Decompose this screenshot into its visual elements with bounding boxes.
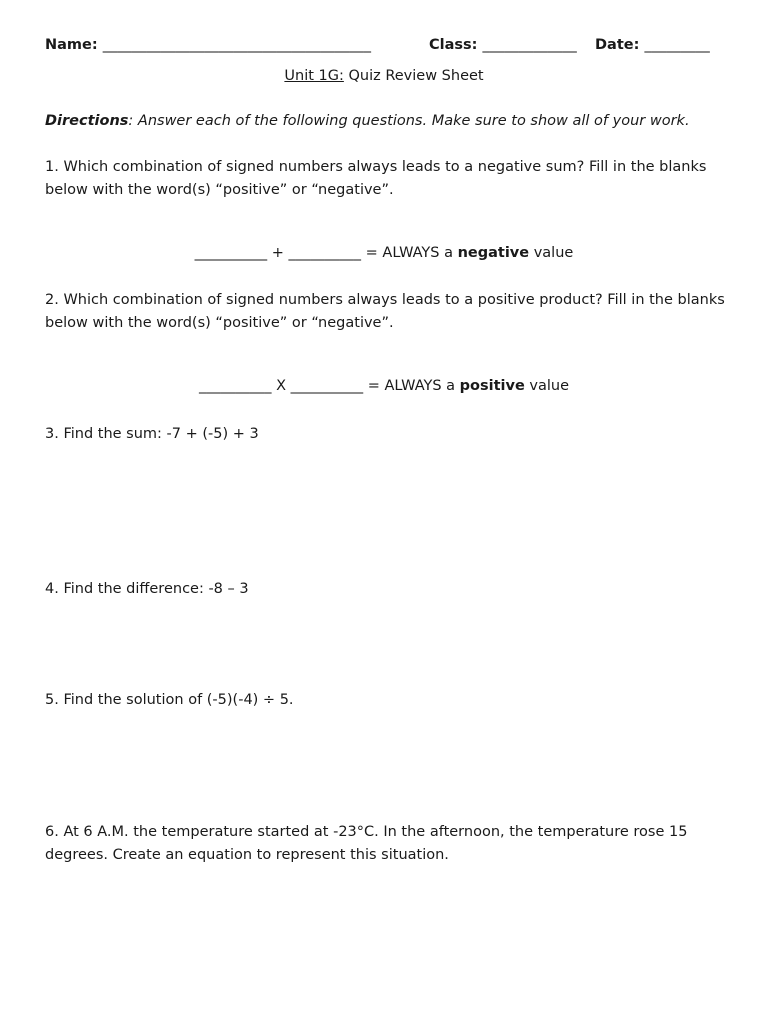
equation-1 [0,245,768,261]
class-blank[interactable]: _____________ [482,37,577,53]
equation-2 [0,378,768,394]
question-5: 5. Find the solution of (-5)(-4) ÷ 5. [45,692,294,708]
name-label: Name: [45,37,98,53]
date-field[interactable] [595,37,710,53]
directions [45,113,690,129]
directions-text: : Answer each of the following questions. Make sure to show all of your work. [128,113,690,129]
name-blank[interactable]: _____________________________________ [102,37,371,53]
title-unit: Unit 1G: [284,68,344,84]
page-title [0,68,768,84]
question-1: 1. Which combination of signed numbers always leads to a negative sum? Fill in the blanks below with the word(s) “positive” or “negative”. [45,159,707,198]
equation-1-right: value [529,245,574,261]
equation-1-bold: negative [457,245,530,261]
class-field[interactable] [429,37,577,53]
date-label: Date: [595,37,640,53]
question-2: 2. Which combination of signed numbers always leads to a positive product? Fill in the blanks below with the word(s) “positive” or “negative”. [45,292,725,331]
date-blank[interactable]: _________ [644,37,710,53]
equation-2-bold: positive [459,378,525,394]
title-rest: Quiz Review Sheet [343,68,484,84]
equation-2-left[interactable]: __________ X __________ = ALWAYS a [198,378,460,394]
name-field[interactable] [45,37,371,53]
class-label: Class: [429,37,478,53]
equation-1-left[interactable]: __________ + __________ = ALWAYS a [194,245,458,261]
question-6: 6. At 6 A.M. the temperature started at -23°C. In the afternoon, the temperature rose 15 degrees. Create an equation to represent this situation. [45,824,688,863]
directions-label: Directions [45,113,129,129]
question-4: 4. Find the difference: -8 – 3 [45,581,249,597]
equation-2-right: value [524,378,570,394]
question-3: 3. Find the sum: -7 + (-5) + 3 [45,426,259,442]
